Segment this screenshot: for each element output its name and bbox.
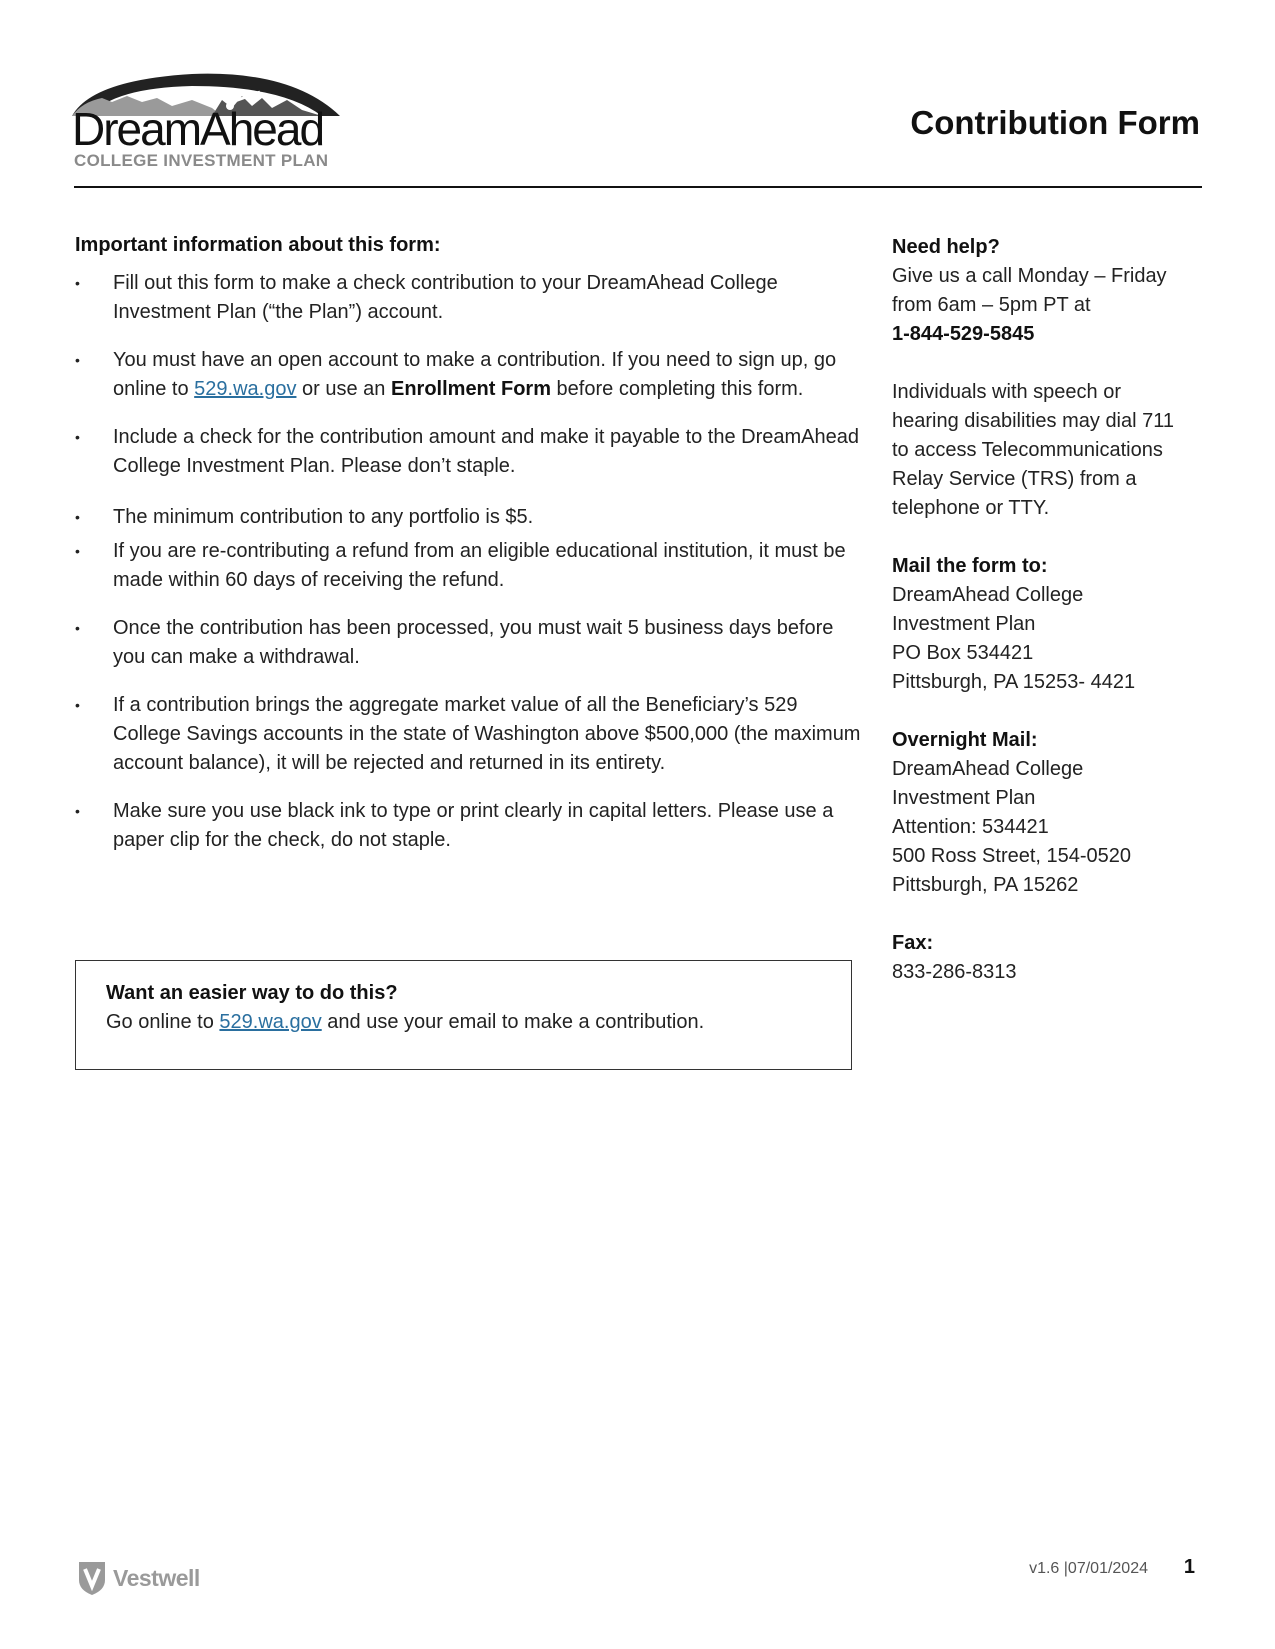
list-item: • Include a check for the contribution amount and make it payable to the DreamAhead College Investment Plan. Please don’t staple.: [75, 423, 865, 481]
important-info-section: [75, 233, 865, 874]
help-heading: Need help?: [892, 236, 1000, 258]
page-number: 1: [1183, 1556, 1195, 1578]
header-divider: [74, 186, 1202, 188]
contact-sidebar: [892, 233, 1212, 1016]
list-item: • Make sure you use black ink to type or print clearly in capital letters. Please use a paper clip for the check, do not staple.: [75, 797, 865, 855]
fax-heading: Fax:: [892, 932, 934, 954]
list-item: • You must have an open account to make a contribution. If you need to sign up, go online to 529.wa.gov or use an Enrollment Form before completing this form.: [75, 346, 865, 404]
overnight-heading: Overnight Mail:: [892, 729, 1038, 751]
list-item: • Fill out this form to make a check contribution to your DreamAhead College Investment Plan (“the Plan”) account.: [75, 269, 865, 327]
page-title: Contribution Form: [910, 104, 1200, 141]
callout-body: Go online to 529.wa.gov and use your email to make a contribution.: [106, 1011, 705, 1033]
logo-subtitle: COLLEGE INVESTMENT PLAN: [74, 151, 329, 170]
dreamahead-logo: [72, 72, 340, 172]
vestwell-wordmark: Vestwell: [113, 1564, 200, 1591]
help-block: Need help? Give us a call Monday – Friday from 6am – 5pm PT at 1-844-529-5845: [892, 233, 1212, 349]
important-info-list: [75, 269, 865, 855]
vestwell-logo: [77, 1559, 200, 1597]
callout-title: Want an easier way to do this?: [106, 982, 398, 1004]
list-item: • Once the contribution has been processed, you must wait 5 business days before you can make a withdrawal.: [75, 614, 865, 672]
list-item: • The minimum contribution to any portfolio is $5.: [75, 503, 865, 532]
mail-address-block: Mail the form to: DreamAhead College Investment Plan PO Box 534421 Pittsburgh, PA 15253- 4421: [892, 552, 1212, 697]
fax-block: [892, 929, 1212, 987]
list-item: • If a contribution brings the aggregate market value of all the Beneficiary’s 529 College Savings accounts in the state of Washington above $500,000 (the maximum account balance), it will be rejected and returned in its entirety.: [75, 691, 865, 778]
logo-wordmark: DreamAhead: [72, 103, 324, 155]
fax-number: 833-286-8313: [892, 961, 1017, 983]
help-phone-number: 1-844-529-5845: [892, 323, 1035, 345]
vestwell-shield-icon: [77, 1560, 107, 1596]
enrollment-form-label: Enrollment Form: [390, 378, 551, 400]
version-label: v1.6 |07/01/2024: [1029, 1560, 1148, 1577]
important-info-heading: Important information about this form:: [75, 234, 441, 256]
overnight-mail-block: Overnight Mail: DreamAhead College Investment Plan Attention: 534421 500 Ross Street, 154-0520 Pittsburgh, PA 15262: [892, 726, 1212, 900]
list-item: • If you are re-contributing a refund from an eligible educational institution, it must be made within 60 days of receiving the refund.: [75, 537, 865, 595]
accessibility-block: Individuals with speech or hearing disabilities may dial 711 to access Telecommunications Relay Service (TRS) from a telephone or TTY.: [892, 381, 1175, 519]
wa-gov-link[interactable]: 529.wa.gov: [194, 378, 297, 400]
callout-wa-gov-link[interactable]: 529.wa.gov: [219, 1011, 322, 1033]
mail-heading: Mail the form to:: [892, 555, 1048, 577]
online-callout-box: [75, 960, 852, 1070]
